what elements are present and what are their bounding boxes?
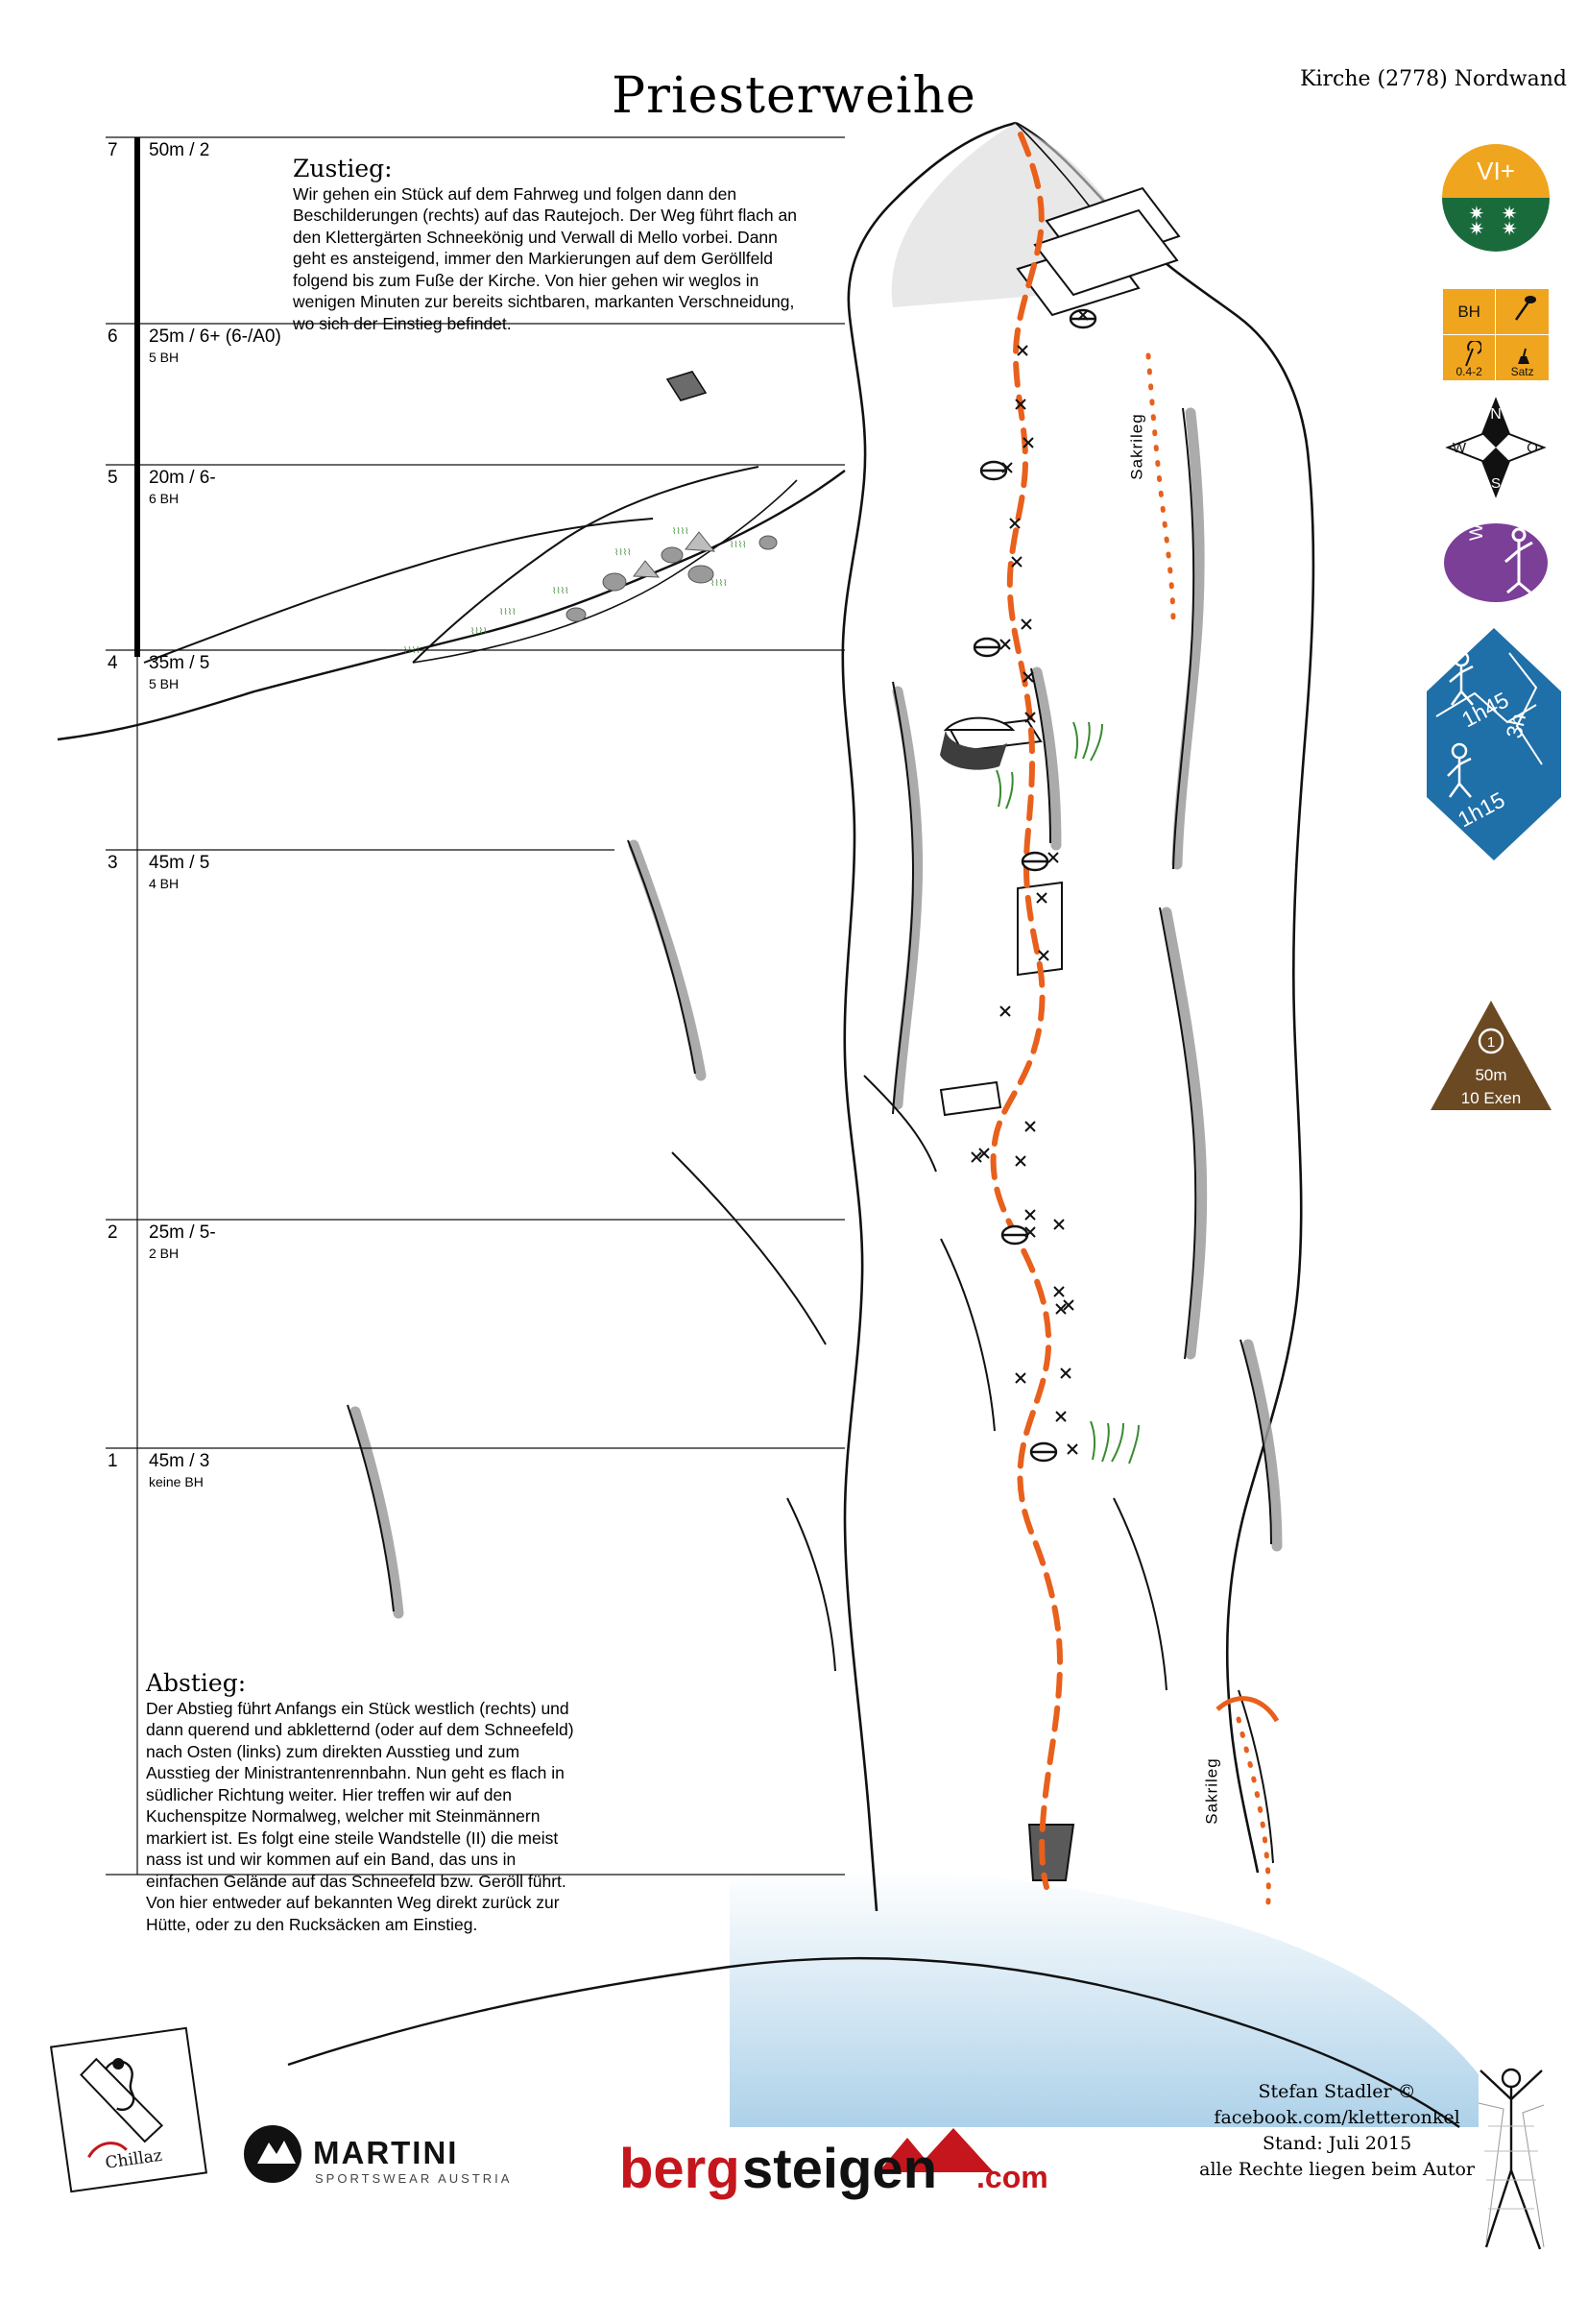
pitch-length: 35m / 5 [149,653,210,673]
route-label-sakrileg-upper: Sakrileg [1127,413,1146,480]
grade-value: VI+ [1442,144,1550,198]
svg-text:berg: berg [619,2138,740,2200]
svg-text:⌇⌇⌇⌇: ⌇⌇⌇⌇ [672,526,689,536]
climber-icon [1444,523,1548,602]
pitch-length: 45m / 5 [149,853,210,873]
pitch-number: 6 [108,327,118,347]
svg-text:Chillaz: Chillaz [104,2145,164,2173]
descent-block [146,1669,583,1935]
pitch-number: 3 [108,853,118,873]
svg-text:⌇⌇⌇⌇: ⌇⌇⌇⌇ [403,645,421,655]
svg-text:S: S [1490,475,1502,492]
time-diamond-icon [1417,624,1571,864]
pitch-bolts: 5 BH [149,350,180,365]
svg-text:⌇⌇⌇⌇: ⌇⌇⌇⌇ [730,540,747,549]
pitch-number: 7 [108,140,118,160]
svg-text:steigen: steigen [742,2138,938,2200]
descent-heading: Abstieg: [146,1669,247,1697]
gear-set-cell [1496,335,1550,381]
gear-badge [1442,288,1550,381]
svg-text:1: 1 [1486,1034,1496,1051]
svg-text:W: W [1452,440,1467,456]
pitch-number: 1 [108,1451,118,1471]
credits-block [1199,2079,1475,2183]
pitch-length: 50m / 2 [149,140,210,160]
pitch-number: 5 [108,468,118,488]
gear-bolt-cell [1443,289,1496,335]
time-badge [1417,624,1571,855]
svg-text:N: N [1490,406,1502,423]
pitch-bolts: 4 BH [149,876,180,891]
pitch-length: 25m / 5- [149,1223,216,1243]
svg-text:3h: 3h [1501,711,1531,741]
svg-text:⌇⌇⌇⌇: ⌇⌇⌇⌇ [499,607,517,617]
route-label-sakrileg-lower: Sakrileg [1202,1757,1221,1825]
descent-text: Der Abstieg führt Anfangs ein Stück westlich (rechts) und dann querend und abkletternd (oder auf dem Schneefeld) nach Osten (links) zum direkten Ausstieg und zum Ausstieg der Ministrantenrennbahn. Nun geht es flach in südlicher Richtung weiter. Hier treffen wir auf den Kuchenspitze Normalweg, welcher mit Steinmännern markiert ist. Es folgt eine steile Wandstelle (II) die meist nass ist und wir kommen auf ein Band, das uns in einfachen Gelände auf das Schneefeld bzw. Geröll führt. Von hier entweder auf bekannten Weg direkt zurück zur Hütte, oder zu den Rucksäcken am Einstieg. [146,1698,574,1934]
rope-badge [1429,999,1553,1114]
star-row-2: ✷ ✷ [1468,219,1524,240]
star-row-1: ✷ ✷ [1468,204,1524,225]
svg-text:1h45: 1h45 [1457,687,1513,733]
svg-text:.com: .com [976,2160,1048,2194]
pitch-length: 45m / 3 [149,1451,210,1471]
approach-block [293,155,811,334]
wall-angle-label: Wand [1467,494,1487,541]
page-subtitle: Kirche (2778) Nordwand [1300,67,1567,91]
gear-hammer-cell [1496,289,1550,335]
pitch-bolts: 5 BH [149,676,180,691]
rope-length: 50m [1475,1066,1507,1084]
approach-text: Wir gehen ein Stück auf dem Fahrweg und folgen dann den Beschilderungen (rechts) auf das Rautejoch. Der Weg führt flach an den Klettergärten Schneekönig und Verwall di Mello vorbei. Dann geht es ansteigend, immer den Markierungen auf dem Geröllfeld folgend bis zum Fuße der Kirche. Von hier gehen wir weglos in wenigen Minuten zur bereits sichtbaren, markanten Verschneidung, wo sich der Einstieg befindet. [293,183,797,333]
hammer-icon [1508,293,1537,326]
gear-bh-label: BH [1457,302,1480,321]
gear-cam-cell [1443,335,1496,381]
credits-facebook: facebook.com/kletteronkel [1214,2107,1460,2128]
climber-silhouette-icon [1454,2046,1569,2266]
page-title: Priesterweihe [612,67,976,125]
grade-badge [1442,144,1550,252]
pitch-bolts: 6 BH [149,491,180,506]
pitch-bolts: 2 BH [149,1246,180,1261]
svg-text:1h15: 1h15 [1454,787,1509,833]
chillaz-logo-icon [52,2030,201,2188]
pitch-length: 20m / 6- [149,468,216,488]
compass-icon [1440,392,1552,503]
credits-date: Stand: Juli 2015 [1262,2133,1412,2154]
approach-heading: Zustieg: [293,155,393,182]
svg-text:O: O [1527,440,1538,456]
martini-logo [240,2118,518,2199]
credits-rights: alle Rechte liegen beim Autor [1199,2159,1475,2180]
chillaz-logo [50,2027,207,2193]
svg-text:⌇⌇⌇⌇: ⌇⌇⌇⌇ [552,586,569,595]
bergsteigen-logo-icon [619,2103,1071,2209]
gear-set-label: Satz [1510,365,1534,378]
svg-text:⌇⌇⌇⌇: ⌇⌇⌇⌇ [710,578,728,588]
pitch-bolts: keine BH [149,1474,204,1489]
wall-angle-badge [1444,494,1548,602]
gear-cam-label: 0.4-2 [1456,365,1482,378]
bergsteigen-logo [619,2103,1071,2214]
svg-text:⌇⌇⌇⌇: ⌇⌇⌇⌇ [470,626,488,636]
svg-text:SPORTSWEAR AUSTRIA: SPORTSWEAR AUSTRIA [315,2171,513,2186]
credits-author: Stefan Stadler © [1258,2081,1416,2102]
pitch-number: 2 [108,1223,118,1243]
svg-text:⌇⌇⌇⌇: ⌇⌇⌇⌇ [614,547,632,557]
quickdraw-count: 10 Exen [1460,1089,1522,1107]
martini-logo-icon [240,2118,518,2194]
svg-text:MARTINI: MARTINI [313,2135,459,2170]
pitch-length: 25m / 6+ (6-/A0) [149,327,281,347]
compass-badge [1440,392,1552,503]
pitch-number: 4 [108,653,118,673]
